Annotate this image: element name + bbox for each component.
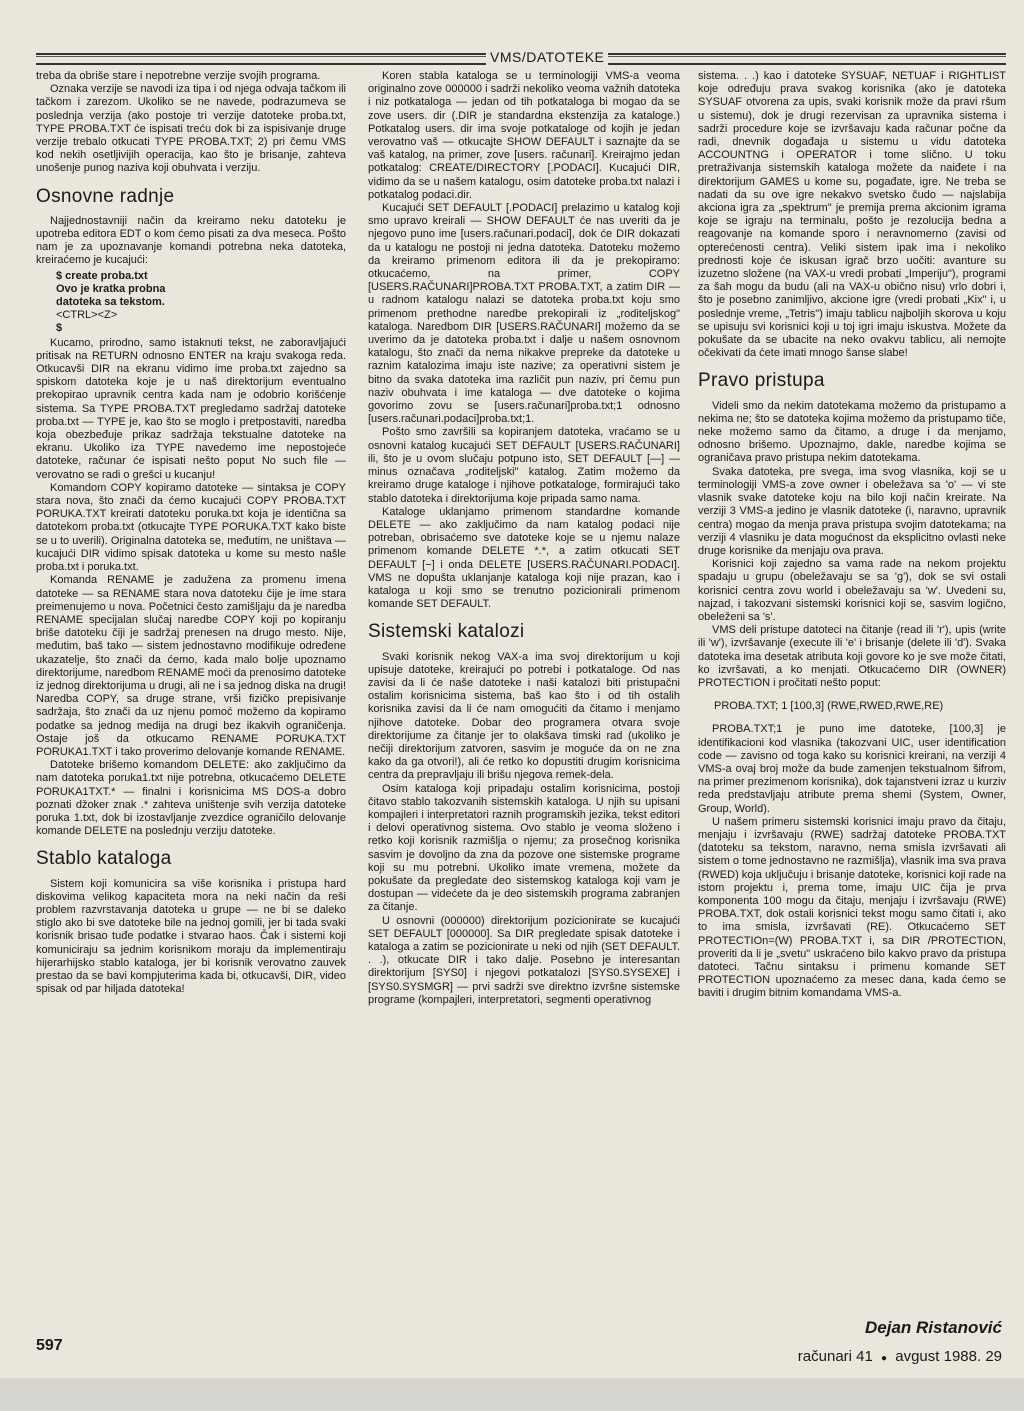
paragraph: Svaka datoteka, pre svega, ima svog vlasnika, koji se u terminologiji VMS-a zove owner i obeležava sa 'o' — vi ste vlasnik svake datoteke koju na bilo koji način kreirate. Na verziji 3 VMS-a jedino je vlasnik datoteke (i, naravno, upravnik centra) mogao da menja prava pristupa svojim datotekama; na verziji 4 vlasniku je data mogućnost da eksplicitno ovlasti neke druge korisnike da menjaju ova prava. [698,465,1006,557]
paragraph: Datoteke brišemo komandom DELETE: ako zaključimo da nam datoteka poruka1.txt nije potrebna, otkucaćemo DELETE PORUKA1TXT.* — finalni i korisnicima MS DOS-a dobro poznati džoker znak .* zahteva uništenje svih verzija datoteke poruka 1.txt, dok bi izostavljanje zvezdice ograničilo delovanje komande DELETE na poslednju verziju datoteke. [36,759,346,838]
code-line: datoteka sa tekstom. [56,295,165,308]
paragraph: Komanda RENAME je zadužena za promenu imena datoteke — sa RENAME stara nova datoteku čije je ime stara preimenujemo u nova. Početnici često zamišljaju da je naredba RENAME specijalan slučaj naredbe COPY koji po kopiranju briše datoteku čiji je sadržaj prenesen na drugo mesto. Nije, međutim, baš tako — sistem jednostavno modifikuje određene ukazatelje, što znači da ćemo, kada malo bolje upoznamo direktorijume, naredbom RENAME moći da prenosimo datoteke iz jednog direktorijuma u drugi, ali ne i sa jednog diska na drugi! Naredba COPY, sa druge strane, vrši fizičko prepisivanje sadržaja, što znači da uz njenu pomoć možemo da kopiramo podatke sa jednog medija na drugi bez ikakvih ograničenja. Ostaje još da otkucamo RENAME PORUKA.TXT PORUKA1.TXT i tako proverimo delovanje komande RENAME. [36,574,347,758]
paragraph: Kucajući SET DEFAULT [.PODACI] prelazimo u katalog koji smo upravo kreirali — SHOW DEFAULT će nas uveriti da je njegovo puno ime [users.računari.podaci], dok će DIR dokazati da u katalogu ne postoji ni jedna datoteka. Datoteku možemo da kreiramo primenom editora ili da je prekopiramo: otkucaćemo, na primer, COPY [USERS.RAČUNARI]PROBA.TXT PROBA.TXT, a zatim DIR — u radnom katalogu nalazi se datoteka proba.txt koju smo primenom prethodne naredbe prekopirali iz „roditeljskog" kataloga. Naredbom DIR [USERS.RAČUNARI] možemo da se uverimo da je datoteka proba.txt i dalje u našem osnovnom katalogu, što znači da nema nikakve prepreke da datoteke u raznim katalozima imaju iste nazive; za operativni sistem je bitno da svaka datoteka ima različit pun naziv, pri čemu pun naziv obuhvata i ime kataloga — dve datoteke o kojima govorimo zovu se [users.računari]proba.txt;1 odnosno [users.računari.podaci]proba.txt;1. [368,202,680,426]
magazine-issue: računari 41 [797,1348,873,1365]
code-line: $ [56,321,63,334]
paragraph: Koren stabla kataloga se u terminologiji VMS-a veoma originalno zove 000000 i sadrži nekoliko veoma važnih datoteka i niz potkataloga — jedan od tih potkataloga bi mogao da se zove users. dir (.DIR je standardna ekstenzija za kataloge.) Potkatalog users. dir ima svoje potkataloge od kojih je jedan verovatno vaš — otkucajte SHOW DEFAULT i saznajte da se vaš katalog, na primer, zove [users. računari]. Kreirajmo jedan potkatalog: CREATE/DIRECTORY [.PODACI]. Kucajući DIR, vidimo da se u našem katalogu, osim datoteke proba.txt nalazi i potkatalog podaci.dir. [368,70,680,201]
paragraph: treba da obriše stare i nepotrebne verzije svojih programa. [36,70,321,82]
paragraph: PROBA.TXT;1 je puno ime datoteke, [100,3] je identifikacioni kod vlasnika (takozvani UIC, user identification code — zavisno od toga kako su korisnici kreirani, na verziji 4 VMS-a ovaj broj može da bude zamenjen tekstualnom šifrom, na primer prezimenom korisnika), dok tajanstveni izraz u kurziv reda predstavljaju atribute prema shemi (System, Owner, Group, World). [698,723,1006,815]
heading-osnovne-radnje: Osnovne radnje [36,185,175,207]
paragraph: Pošto smo završili sa kopiranjem datoteka, vraćamo se u osnovni katalog kucajući SET DEFAULT [USERS.RAČUNARI] ili, što je u ovom slučaju potpuno isto, SET DEFAULT [—] — minus označava „roditeljski" katalog. Zatim možemo da kreiramo druge kataloge i njihove potkataloge, formirajući tako stablo datoteka i direktorijuma koje pripada samo nama. [368,426,680,505]
page-number-right: 29 [985,1348,1002,1365]
paragraph: Sistem koji komunicira sa više korisnika i pristupa hard diskovima velikog kapaciteta mora na neki način da reši problem razvrstavanja datoteka u grupe — ne bi se daleko stiglo ako bi sve datoteke bile na jednoj gomili, jer bi tada svaki korisnik brisao tuđe podatke i stvarao haos. Čak i sistemi koji komuniciraju sa jednim korisnikom moraju da implementiraju hijerarhijsko stablo kataloga, jer bi korisnik verovatno zauvek prestao da se bavi kompjuterima kada bi, otkucavši, DIR, video spisak od par hiljada datoteka! [36,877,346,996]
paragraph: Komandom COPY kopiramo datoteke — sintaksa je COPY stara nova, što znači da ćemo kucajući COPY PROBA.TXT PORUKA.TXT kreirati datoteku poruka.txt koja je identična sa datotekom proba.txt (otkucajte TYPE PORUKA.TXT kako biste se u to uverili). Originalna datoteka se, međutim, ne uništava — kucajući DIR vidimo spisak datoteka u kome su mesto našle proba.txt i poruka.txt. [36,481,346,574]
paragraph: Osim kataloga koji pripadaju ostalim korisnicima, postoji čitavo stablo takozvanih sistemskih kataloga. U njih su upisani kompajleri i interpretatori raznih programskih jezika, tekst editori i delovi operativnog sistema. Ovo stablo je veoma složeno i retko koji korisnik razmišlja o njemu; za prosečnog korisnika sasvim je dovoljno da zna da pozove one sistemske programe koji su mu potrebni. Ukoliko imate vremena, možete da pokušate da pregledate deo sistemskog kataloga koji vam je dostupan — videćete da je deo sistemskih programa zabranjen za čitanje. [368,782,680,914]
paragraph: Kucamo, prirodno, samo istaknuti tekst, ne zaboravljajući pritisak na RETURN odnosno ENTER na kraju svakoga reda. Otkucavši DIR na ekranu vidimo ime proba.txt zajedno sa spiskom datoteka koje je u naš direktorijum eventualno prekopirao upravnik centra kada nam je odobrio korišćenje sistema. Sa TYPE PROBA.TXT pregledamo sadržaj datoteke proba.txt — TYPE je, kao što se moglo i pretpostaviti, naredba koja obezbeđuje prikaz sadržaja tekstualne datoteke na ekranu. Ukoliko iza TYPE navedemo ime nepostojeće datoteke, računar će ispisati nešto poput No such file — verovatno se radi o grešci u kucanju! [36,336,346,481]
paragraph: Svaki korisnik nekog VAX-a ima svoj direktorijum u koji upisuje datoteke, kreirajući po potrebi i potkataloge. Od nas zavisi da li će naše datoteke i naši katalozi biti pristupačni ostalim korisnicima sistema, baš kao što i od tih ostalih korisnika zavisi da li će nam omogućiti da čitamo i menjamo njihove datoteke. Dobar deo programera otvara svoje direktorijume za čitanje jer to olakšava timski rad (ukoliko je nečiji direktorijum zatvoren, sasvim je moguće da on ne zna kako da ga otvori!), ali će retko ko dopustiti drugim korisnicima centra da prepravljaju ili brišu njegova remek-dela. [368,650,680,782]
author-name: Dejan Ristanović [865,1318,1002,1337]
paragraph: Kataloge uklanjamo primenom standardne komande DELETE — ako zaključimo da nam katalog podaci nije potreban, obrisaćemo sve datoteke koje se u njemu nalaze primenom komande DELETE *.*, a zatim otkucati SET DEFAULT [−] i onda DELETE [USERS.RAČUNARI.PODACI]. VMS ne dopušta uklanjanje kataloga koji nije prazan, kao i kataloga u koji smo se trenutno pozicionirali primenom komande SET DEFAULT. [368,505,680,611]
paragraph: VMS deli pristupe datoteci na čitanje (read ili 'r'), upis (write ili 'w'), izvršavanje (execute ili 'e' i brisanje (delete ili 'd'). Svaka datoteka ima desetak atributa koji govore ko je sve može čitati, ko izvršavati, a ko menjati. Otkucaćemo DIR (OWNER) PROTECTION i pročitati nešto poput: [698,624,1006,689]
section-title: VMS/DATOTEKE [486,49,608,65]
paragraph: Najjednostavniji način da kreiramo neku datoteku je upotreba editora EDT o kom ćemo pisati za dva meseca. Pošto nam je za upoznavanje komandi potrebna neka datoteka, kreiraćemo je kucajući: [36,214,346,267]
paragraph: Videli smo da nekim datotekama možemo da pristupamo a nekima ne; što se datoteka kojima možemo da pristupamo tiče, neke možemo samo da čitamo, a druge i da menjamo, odnosno brišemo. Upoznajmo, dakle, naredbe kojima se ograničava pravo pristupa nekim datotekama. [698,399,1006,465]
heading-sistemski-katalozi: Sistemski katalozi [368,621,525,643]
code-line: Ovo je kratka probna [56,282,166,295]
paragraph: sistema. . .) kao i datoteke SYSUAF, NETUAF i RIGHTLIST koje određuju prava svakog korisnika (ako je datoteka SYSUAF otvorena za upis, svaki korisnik može da pravi ršum u sistemu), dok je drugi rezervisan za upravnika sistema i sadrži procedure koje se izvršavaju kada računar počne da radi, dnevnik događaja u sistemu u vidu datoteka ACCOUNTNG i OPERATOR i tome slično. U toku pretraživanja sistemskih kataloga možete da naiđete i na direktorijum GAMES u kome su, pogađate, igre. Ne treba se nadati da su ove igre nekakvo svetsko čudo — najslabija akciona igra za „spektrum" je premija prema akcionim igrama koje se igraju na terminalu, pošto je rezolucija bedna a reagovanje na komande sporo i neravnomerno (zavisi od opterećenosti centra). Veliki sistem ipak ima i nekoliko prednosti koje će iskusan igrač brzo uočiti: avanture su izuzetno složene (na VAX-u vredi probati „Imperiju"), programi za šah mogu da budu (ali na VAX-u obično nisu) vrlo dobri i, što je posebno zanimljivo, akcione igre (vredi probati „Kix" i, u poslednje vreme, „Tetris") imaju tablicu najboljih skorova u koju se upisuju svi korisnici koji u toj igri imaju iskustva. Možete da pokušate da se ubacite na neko ovakvu tablicu, ali nemojte očekivati da ćete imati mnogo šanse slabe! [698,70,1006,360]
heading-pravo-pristupa: Pravo pristupa [698,370,825,392]
protection-example: PROBA.TXT; 1 [100,3] (RWE,RWED,RWE,RE) [714,700,944,713]
code-line: $ create proba.txt [56,269,148,282]
bullet-separator: ● [881,1353,888,1364]
heading-stablo-kataloga: Stablo kataloga [36,848,172,870]
column-3 [698,70,1006,1001]
paragraph: Oznaka verzije se navodi iza tipa i od njega odvaja tačkom ili tačkom i zarezom. Ukoliko se ne navede, podrazumeva se poslednja verzija (ako postoje tri verzije datoteke proba.txt, TYPE PROBA.TXT će ispisati treću dok bi za ispisivanje druge verzije trebalo otkucati TYPE PROBA.TXT; 2) pri čemu VMS kod nekih osetljivijih operacija, kao što je brisanje, zahteva unošenje punog naziva koji obuhvata i verziju. [36,83,346,175]
code-example [56,270,346,335]
page-footer [798,1348,1002,1365]
column-2 [368,70,680,1007]
code-line: <CTRL><Z> [56,308,118,321]
paragraph: U našem primeru sistemski korisnici imaju pravo da čitaju, menjaju i izvršavaju (RWE) sadržaj datoteke PROBA.TXT (datoteku sa tekstom, naravno, nema smisla izvršavati ali sistem o tome jednostavno ne razmišlja), vlasnik ima sva prava (RWED) koja uključuju i brisanje datoteke, korisnici koji rade na istom projektu i, prema tome, imaju UIC čija je prva komponenta 100 mogu da čitaju, menjaju i izvršavaju (RWE) PROBA.TXT, dok ostali korisnici tekst mogu samo čitati i, ako to ima smisla, izvršavati (RE). Otkucaćemo SET PROTECTIOn=(W) PROBA.TXT i, sa DIR /PROTECTION, proveriti da li je „svetu" uskraćeno bilo kakvo pravo da pristupa datoteci. Tačnu sintaksu i primenu komande SET PROTECTION upoznaćemo za mesec dana, kada ćemo se baviti i drugim bitnim komandama VMS-a. [698,815,1006,1000]
issue-date: avgust 1988. [895,1348,982,1365]
page-number-left: 597 [36,1337,63,1354]
column-1 [36,70,346,996]
page-bottom-margin [0,1378,1024,1411]
paragraph: Korisnici koji zajedno sa vama rade na nekom projektu spadaju u grupu (obeležavaju se sa 'g'), dok se svi ostali korisnici centra zovu world i obeležavaju sa 'w'. Uvedeni su, najzad, i takozvani sistemski korisnici koji se, sasvim logično, obeleženi sa 's'. [698,558,1006,623]
section-header [36,49,1006,65]
paragraph: U osnovni (000000) direktorijum pozicionirate se kucajući SET DEFAULT [000000]. Sa DIR pregledate spisak datoteke i kataloga a zatim se pozicionirate u neki od njih (SET DEFAULT. . .), otkucate DIR i tako dalje. Posebno je interesantan direktorijum [SYS0] i njegovi potkatalozi [SYS0.SYSEXE] i [SYS0.SYSMGR] — prvi sadrži sve direktno izvršne sistemske programe (kompajleri, interpretatori, segmenti operativnog [368,914,680,1006]
